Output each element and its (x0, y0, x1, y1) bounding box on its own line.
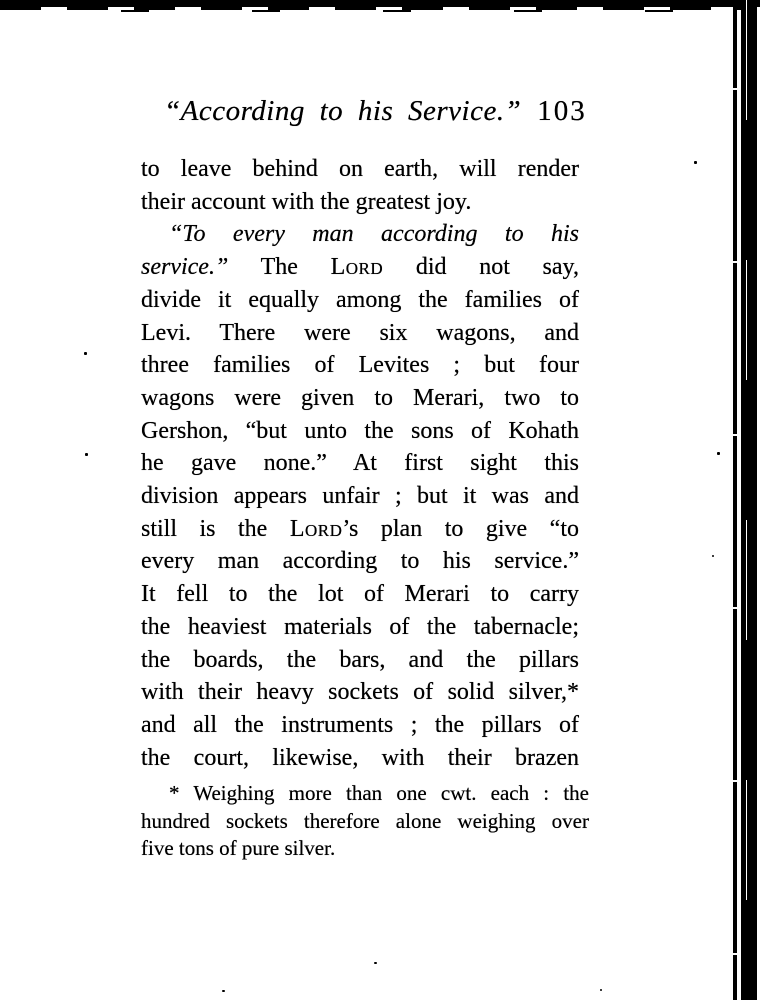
body-line-segment: their account with the greatest joy. (141, 188, 472, 215)
running-header-title: “According to his Service.” (164, 95, 522, 127)
body-line (141, 251, 579, 284)
body-line (141, 349, 579, 382)
body-line (141, 742, 579, 775)
ink-speck (222, 990, 225, 992)
body-line-segment: the boards, the bars, and the pillars (141, 646, 579, 673)
footnote-line-segment: five tons of pure silver. (141, 836, 336, 860)
body-line-segment: every man according to his service.” (141, 548, 579, 575)
body-line-segment: to leave behind on earth, will render (141, 156, 579, 182)
body-line-segment: It fell to the lot of Merari to carry (141, 581, 579, 608)
footnote (141, 780, 589, 863)
ink-speck (85, 453, 88, 456)
body-line-segment: the court, likewise, with their brazen (141, 744, 579, 771)
body-line-segment: still is the (141, 515, 290, 542)
body-line-segment: The (228, 254, 331, 281)
body-line (141, 578, 579, 611)
body-line (141, 611, 579, 644)
body-line-segment: three families of Levites ; but four (141, 352, 579, 379)
page-number: 103 (537, 95, 587, 127)
footnote-line-segment: * Weighing more than one cwt. each : the (169, 781, 589, 805)
body-line (141, 317, 579, 350)
body-line-segment: Lord (330, 254, 384, 281)
body-line (141, 415, 579, 448)
body-line-segment: Gershon, “but unto the sons of Kohath (141, 417, 579, 444)
ink-speck (712, 555, 714, 557)
scan-edge-top (0, 0, 760, 7)
body-line (141, 186, 579, 219)
body-line-segment: with their heavy sockets of solid silver,* (141, 679, 579, 706)
ink-speck (717, 452, 720, 455)
body-line (141, 153, 579, 186)
ink-speck (374, 962, 377, 964)
body-line-segment: did not say, (383, 254, 579, 281)
body-line (141, 545, 579, 578)
body-text (141, 153, 579, 774)
body-line-segment: the heaviest materials of the tabernacle; (141, 613, 579, 640)
body-line-segment: division appears unfair ; but it was and (141, 483, 579, 510)
body-line-segment: divide it equally among the families of (141, 286, 579, 313)
ink-speck (694, 161, 697, 164)
footnote-line (141, 835, 589, 863)
body-line-segment: “To every man according to his (169, 221, 579, 248)
scan-binding-bar-thick (747, 0, 757, 1000)
footnote-line (141, 780, 589, 808)
body-line (141, 284, 579, 317)
body-line-segment: wagons were given to Merari, two to (141, 384, 579, 411)
body-line-segment: service.” (141, 254, 229, 281)
body-line (141, 447, 579, 480)
body-line (141, 218, 579, 251)
body-line-segment: Lord (289, 515, 343, 542)
body-line (141, 513, 579, 546)
body-line-segment: ’s plan to give “to (342, 515, 580, 542)
body-line (141, 644, 579, 677)
body-line (141, 709, 579, 742)
body-line (141, 676, 579, 709)
body-line (141, 382, 579, 415)
body-line-segment: and all the instruments ; the pillars of (141, 711, 579, 738)
scan-edge-top-ragged (18, 10, 738, 12)
ink-speck (600, 989, 602, 991)
footnote-line-segment: hundred sockets therefore alone weighing over (141, 808, 589, 833)
body-line (141, 480, 579, 513)
body-line-segment: Levi. There were six wagons, and (141, 319, 579, 346)
scan-binding-bar-thin (733, 0, 737, 1000)
running-header (164, 94, 587, 128)
ink-speck (84, 352, 87, 355)
body-line-segment: he gave none.” At first sight this (141, 450, 579, 477)
footnote-line (141, 808, 589, 836)
